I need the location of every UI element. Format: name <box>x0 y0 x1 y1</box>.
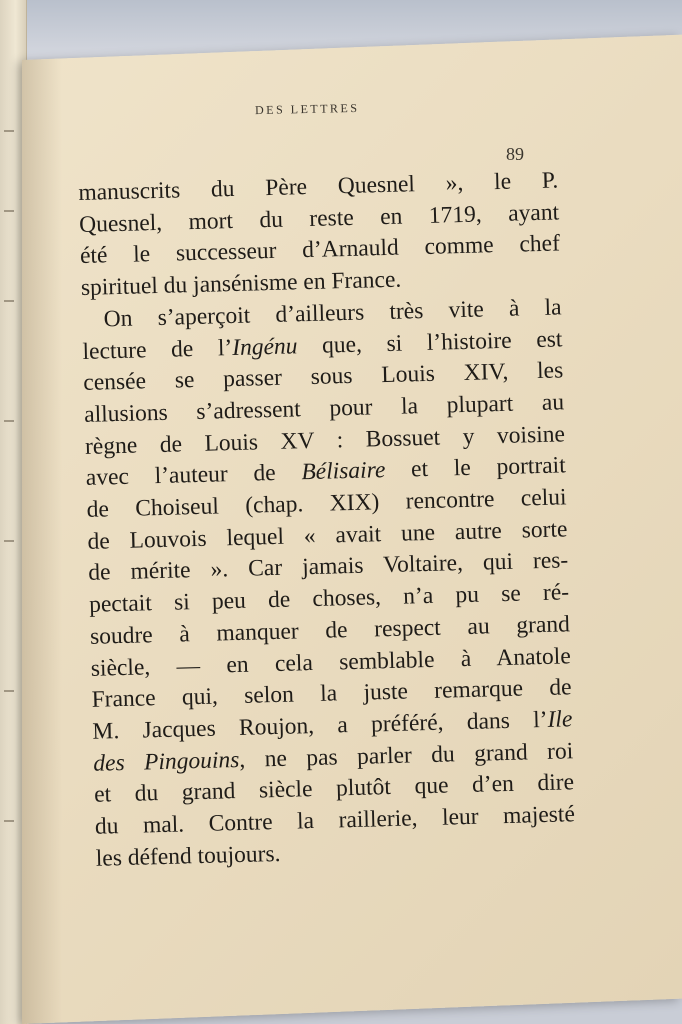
page-edge-mark <box>4 300 14 302</box>
page-edge-mark <box>4 540 14 542</box>
text-run: censée se passer sous Louis XIV, les <box>83 357 564 397</box>
text-run: allusions s’adressent pour la plupart au <box>83 389 565 428</box>
body-text <box>78 165 576 875</box>
text-run: et le portrait <box>385 452 567 484</box>
text-run: de Choiseul (chap. XIX) rencontre celui <box>86 484 567 523</box>
text-run: siècle, — en cela semblable à Anatole <box>90 642 572 682</box>
text-run: spirituel du jansénisme en France. <box>80 266 402 302</box>
page-edge-mark <box>4 820 14 822</box>
italic-title: Bélisaire <box>301 457 386 486</box>
text-run: , ne pas parler du grand roi <box>239 737 574 773</box>
text-run: du mal. Contre la raillerie, leur majesté <box>94 801 576 840</box>
text-run: avec l’auteur de <box>85 459 302 492</box>
page-edge-mark <box>4 210 14 212</box>
text-run: soudre à manquer de respect au grand <box>89 611 571 650</box>
text-run: Quesnel, mort du reste en 1719, ayant <box>78 199 560 238</box>
text-run: On s’aperçoit d’ailleurs très vite à la <box>103 294 562 333</box>
text-run: manuscrits du Père Quesnel », le P. <box>78 167 559 206</box>
italic-title: Ingénu <box>231 332 298 361</box>
italic-title: Ile <box>547 706 573 733</box>
italic-title: des Pingouins <box>92 746 240 777</box>
page-edge-mark <box>4 690 14 692</box>
text-run: les défend toujours. <box>95 840 281 872</box>
page-number: 89 <box>506 144 524 164</box>
text-run: règne de Louis XV : Bossuet y voisine <box>84 420 566 460</box>
page-edge-mark <box>4 130 14 132</box>
text-run: été le successeur d’Arnauld comme chef <box>79 230 561 270</box>
text-run: que, si l’histoire est <box>297 325 563 359</box>
text-run: de Louvois lequel « avait une autre sorte <box>87 516 568 555</box>
text-run: de mérite ». Car jamais Voltaire, qui res- <box>88 547 569 587</box>
text-run: pectait si peu de choses, n’a pu se ré- <box>88 579 570 618</box>
text-run: M. Jacques Roujon, a préféré, dans l’ <box>92 706 548 745</box>
running-head: DES LETTRES <box>254 100 360 118</box>
page-edge-mark <box>4 420 14 422</box>
text-run: lecture de l’ <box>82 334 233 365</box>
text-run: France qui, selon la juste remarque de <box>91 674 572 714</box>
text-run: et du grand siècle plutôt que d’en dire <box>93 769 575 809</box>
